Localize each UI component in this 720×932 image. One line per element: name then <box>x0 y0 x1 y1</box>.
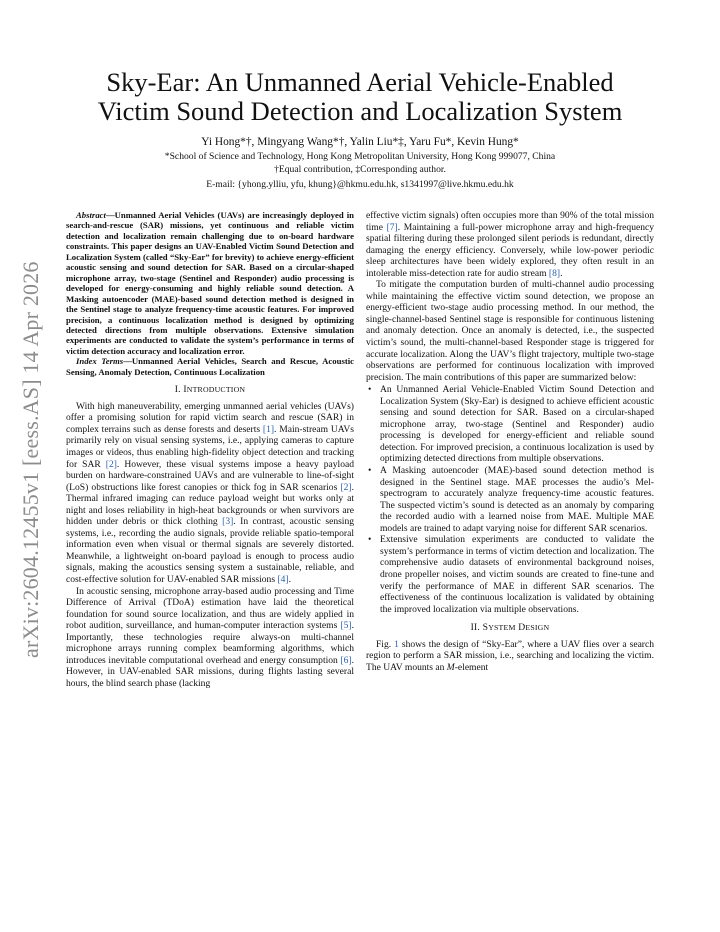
intro-paragraph-2: In acoustic sensing, microphone array-based audio processing and Time Difference of Arrival (TDoA) estimation have laid the theoretical foundation for sound source localization, and thus are widely applied in robot audition, surveillance, and human-computer interaction systems [5]. Importantly, these technologies require always-on multi-channel microphone arrays running complex beamforming algorithms, which introduces inevitable computational overhead and energy consumption [6]. However, in UAV-enabled SAR missions, during flights lasting several hours, the blind search phase (lacking <box>66 585 354 689</box>
left-column <box>66 210 354 689</box>
intro-paragraph-3: effective victim signals) often occupies more than 90% of the total mission time [7]. Maintaining a full-power microphone array and high-frequency spatial filtering during these prolonged silent periods is redundant, directly damaging the energy efficiency. Conversely, while low-power periodic sleep architectures have been widely explored, they often result in an intolerable miss-detection rate for audio stream [8]. <box>366 210 654 279</box>
index-terms-label: Index Terms <box>76 356 124 367</box>
index-terms-text: —Unmanned Aerial Vehicles, Search and Rescue, Acoustic Sensing, Anomaly Detection, Continuous Localization <box>66 356 354 377</box>
list-item: • An Unmanned Aerial Vehicle-Enabled Victim Sound Detection and Localization System (Sky-Ear) is designed to achieve efficient acoustic sensing and sound detection for SAR. Based on a circular-shaped microphone array, two-stage (Sentinel and Responder) audio processing is developed for energy-efficient and reliable sound detection. For improved precision, a continuous localization is used by optimizing detected directions from multiple observations. <box>366 384 654 465</box>
abstract <box>66 210 354 356</box>
citation-link[interactable]: [8] <box>548 267 561 279</box>
math-variable: M <box>446 661 455 673</box>
right-column <box>366 210 654 673</box>
citation-link[interactable]: [2] <box>105 458 117 470</box>
intro-paragraph-4: To mitigate the computation burden of multi-channel audio processing while maintaining the effective victim sound detection, we propose an energy-efficient two-stage audio processing method. In our method, the single-channel-based Sentinel stage is responsible for continuous listening and anomaly detection. Once an anomaly is detected, i.e., the suspected victim’s sound, the multi-channel-based Responder stage is triggered for accurate localization. Along the UAV’s flight trajectory, multiple two-stage observations are performed for continuous localization with improved precision. The main contributions of this paper are summarized below: <box>366 279 654 383</box>
list-item: • A Masking autoencoder (MAE)-based sound detection method is designed in the Sentinel stage. MAE processes the audio’s Mel-spectrogram to accurately analyze frequency-time acoustic features. The suspected victim’s sound is detected as an anomaly by comparing the recorded audio with a learned noise from MAE. Multiple MAE models are trained to adapt varying noise for different SAR scenarios. <box>366 465 654 534</box>
arxiv-stamp-text: arXiv:2604.12455v1 [eess.AS] 14 Apr 2026 <box>18 261 43 658</box>
contribution-note: †Equal contribution, ‡Corresponding author. <box>274 163 446 175</box>
author-list: Yi Hong*†, Mingyang Wang*†, Yalin Liu*‡, Yaru Fu*, Kevin Hung* <box>201 136 519 148</box>
contributions-list <box>366 384 654 615</box>
intro-paragraph-1: With high maneuverability, emerging unmanned aerial vehicles (UAVs) offer a promising solution for rapid victim search and rescue (SAR) in complex terrains such as dense forests and deserts [1]. Main-stream UAVs primarily rely on visual sensing systems, i.e., applying cameras to capture images or videos, thus enabling high-fidelity object detection and tracking for SAR [2]. However, these visual systems impose a heavy payload burden on hardware-constrained UAVs and are vulnerable to line-of-sight (LoS) obstructions like forest canopies or thick fog in SAR scenarios [2]. Thermal infrared imaging can reduce payload weight but works only at night and loses reliability in high-heat backgrounds or when survivors are hidden under debris or thick clothing [3]. In contrast, acoustic sensing systems, i.e., recording the audio signals, provide reliable spatio-temporal information even when visual or thermal signals are severely distorted. Meanwhile, a lightweight on-board payload is enough to process audio signals, making the acoustics sensing system a sustainable, reliable, and cost-effective solution for UAV-enabled SAR missions [4]. <box>66 400 355 585</box>
abstract-text: —Unmanned Aerial Vehicles (UAVs) are increasingly deployed in search-and-rescue (SAR) missions, yet continuous and reliable victim detection and localization remain challenging due to on-board hardware constraints. This paper designs an UAV-Enabled Victim Sound Detection and Localization System (called “Sky-Ear” for brevity) to achieve energy-efficient acoustic sensing and sound detection for SAR. Based on a circular-shaped microphone array, two-stage (Sentinel and Responder) audio processing is developed for energy-consuming and highly reliable sound detection. A Masking autoencoder (MAE)-based sound detection method is designed in the Sentinel stage to analyze frequency-time acoustic features. For improved precision, a continuous localization method is designed by optimizing detected directions from multiple observations. Extensive simulation experiments are conducted to validate the system’s performance in terms of victim detection accuracy and localization error. <box>66 210 354 356</box>
figure-link[interactable]: 1 <box>394 638 399 650</box>
list-item: • Extensive simulation experiments are conducted to validate the system’s performance in terms of victim detection and localization. The comprehensive audio datasets of environmental background noises, drone propeller noises, and victim sounds are created to fine-tune and verify the performance of MAE in different SAR scenarios. The effectiveness of the continuous localization is validated by obtaining the improved localization via multiple observations. <box>366 534 654 615</box>
citation-link[interactable]: [2] <box>340 481 352 493</box>
email-line: E-mail: {yhong.ylliu, yfu, khung}@hkmu.edu.hk, s1341997@live.hkmu.edu.hk <box>206 179 514 190</box>
title-line-2: Victim Sound Detection and Localization System <box>97 96 623 126</box>
citation-link[interactable]: [4] <box>277 574 289 585</box>
section-heading-system-design: II. SYSTEM DESIGN <box>470 622 550 634</box>
abstract-label: Abstract <box>76 210 106 220</box>
system-design-paragraph: Fig. 1 shows the design of “Sky-Ear”, where a UAV flies over a search region to perform a SAR mission, i.e., searching and localizing the victim. The UAV mounts an M-element <box>366 638 654 673</box>
arxiv-side-stamp <box>4 140 54 660</box>
citation-link[interactable]: [1] <box>262 423 275 435</box>
section-heading-introduction: I. INTRODUCTION <box>174 384 246 396</box>
citation-link[interactable]: [3] <box>222 516 234 528</box>
index-terms <box>66 356 354 377</box>
paper-title <box>60 68 660 126</box>
affiliation: *School of Science and Technology, Hong Kong Metropolitan University, Hong Kong 999077, China <box>164 151 556 162</box>
title-line-1: Sky-Ear: An Unmanned Aerial Vehicle-Enabled <box>106 67 614 97</box>
citation-link[interactable]: [7] <box>386 221 398 233</box>
citation-link[interactable]: [6] <box>340 654 352 666</box>
citation-link[interactable]: [5] <box>340 620 352 632</box>
